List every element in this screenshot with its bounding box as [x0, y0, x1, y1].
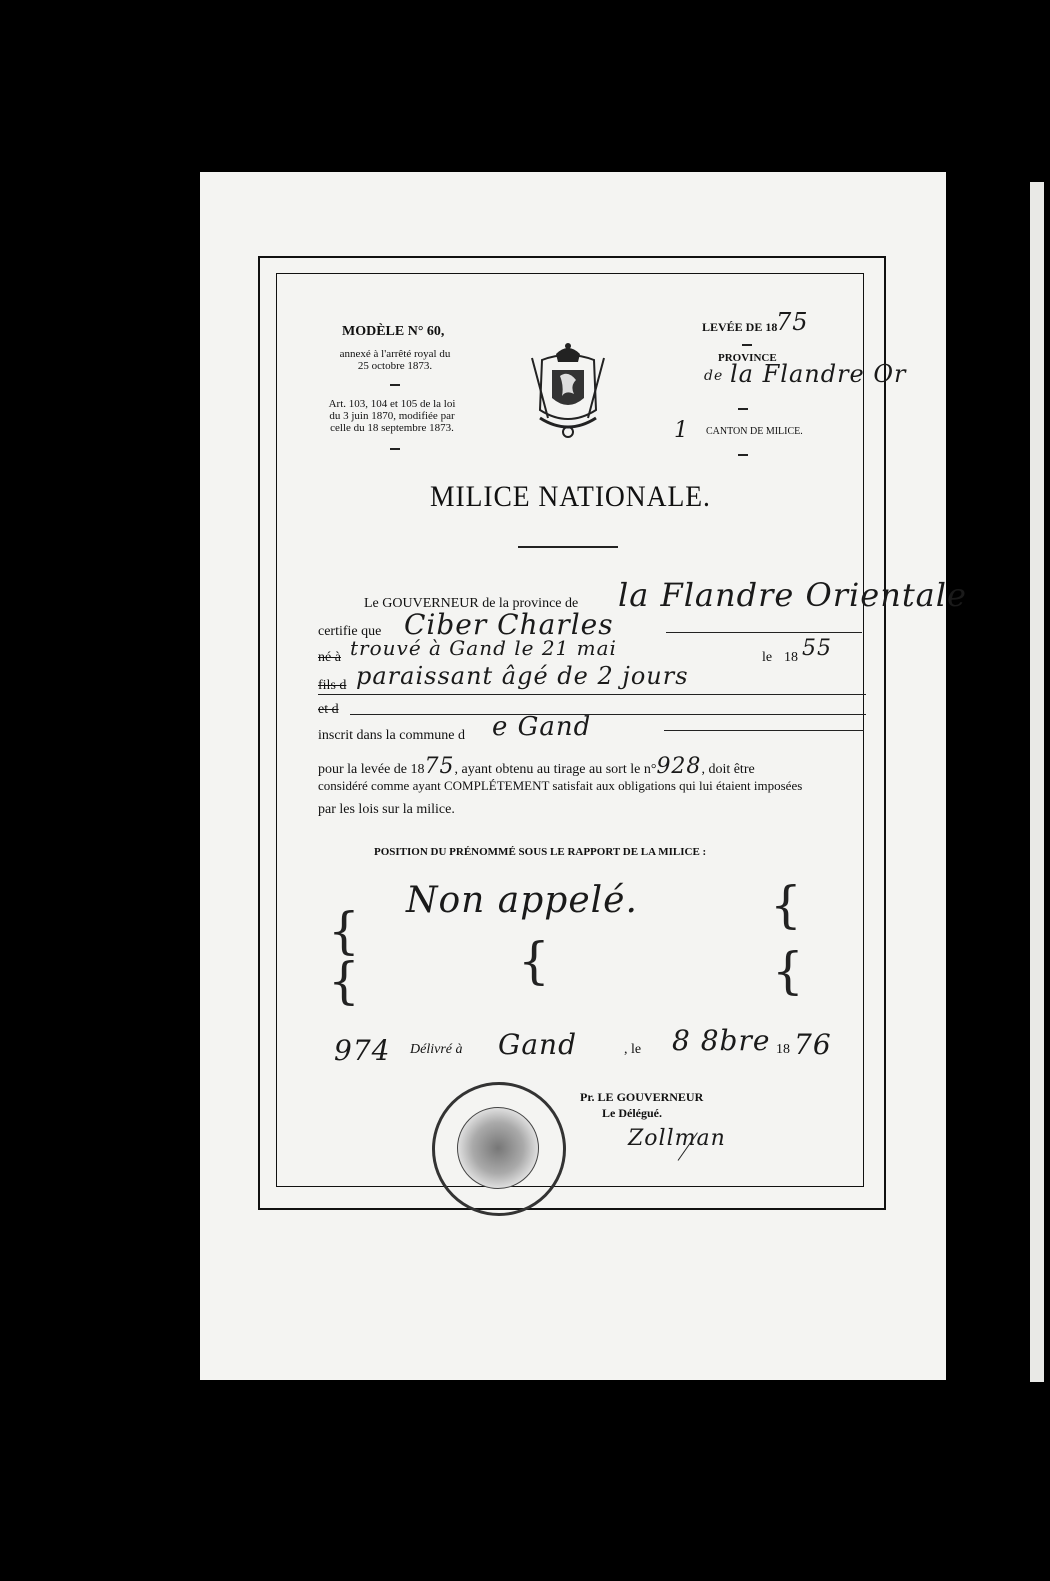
- middle-brace: {: [518, 932, 550, 990]
- header-right-dash1: [742, 344, 752, 346]
- right-brace-1: {: [770, 876, 802, 934]
- header-left-dash1: [390, 384, 400, 386]
- canton-number-hand: 1: [674, 418, 689, 443]
- register-number-hand: 974: [334, 1034, 391, 1067]
- right-brace-2: {: [772, 942, 804, 1000]
- levee-year-hand: 75: [776, 308, 809, 336]
- annex-line1: annexé à l'arrêté royal du: [339, 348, 451, 360]
- signature-line2: Le Délégué.: [602, 1106, 662, 1120]
- seal-emblem-icon: [457, 1107, 539, 1189]
- et-line: [350, 714, 866, 715]
- province-prefix: de: [704, 368, 724, 384]
- annex-line2: 25 octobre 1873.: [357, 360, 433, 372]
- articles-line1: Art. 103, 104 et 105 de la loi: [328, 398, 456, 410]
- name-line: [666, 632, 862, 633]
- commune-line: [664, 730, 864, 731]
- province-label: PROVINCE: [718, 352, 777, 364]
- et-label: et d: [318, 702, 339, 717]
- left-brace-2: {: [328, 952, 360, 1010]
- inscrit-label: inscrit dans la commune d: [318, 728, 465, 743]
- delivery-year-hand: 76: [794, 1028, 832, 1061]
- levee-text-2: , ayant obtenu au tirage au sort le n°: [454, 762, 657, 777]
- model-number: MODÈLE N° 60,: [342, 324, 445, 339]
- official-seal-stamp: [432, 1082, 566, 1216]
- ne-a-hand: trouvé à Gand le 21 mai: [350, 636, 617, 660]
- header-right-dash2: [738, 408, 748, 410]
- levee-year-body-hand: 75: [424, 754, 455, 779]
- gouverneur-text: Le GOUVERNEUR de la province de: [364, 596, 579, 611]
- canton-label: CANTON DE MILICE.: [706, 426, 803, 437]
- certifie-label: certifie que: [318, 624, 382, 639]
- signature-line1: Pr. LE GOUVERNEUR: [580, 1090, 704, 1104]
- levee-sentence: [318, 754, 755, 779]
- commune-hand: e Gand: [492, 712, 592, 742]
- signature-hand: Zollman: [628, 1126, 726, 1151]
- delivery-date-hand: 8 8bre: [672, 1024, 771, 1057]
- header-right-dash3: [738, 454, 748, 456]
- birth-year-hand: 55: [802, 636, 832, 661]
- adjacent-sheet-edge: [1030, 182, 1044, 1382]
- position-hand: Non appelé.: [406, 880, 638, 921]
- levee-label: LEVÉE DE 18: [702, 320, 778, 334]
- left-brace-1: {: [328, 902, 360, 960]
- levee-text-1: pour la levée de 18: [318, 762, 425, 777]
- header-left-dash2: [390, 448, 400, 450]
- le-label: le: [762, 650, 773, 665]
- fils-hand: paraissant âgé de 2 jours: [356, 662, 689, 690]
- articles-line2: du 3 juin 1870, modifiée par: [329, 410, 455, 422]
- position-heading: POSITION DU PRÉNOMMÉ SOUS LE RAPPORT DE LA MILICE :: [374, 846, 707, 858]
- province-hand: la Flandre Or: [730, 360, 907, 388]
- delivre-label: Délivré à: [410, 1042, 463, 1057]
- document-title: MILICE NATIONALE.: [430, 480, 711, 513]
- delivery-place-hand: Gand: [498, 1028, 578, 1061]
- delivery-le-label: , le: [624, 1042, 642, 1057]
- title-ornament: [518, 546, 618, 548]
- levee-text-3: , doit être: [701, 762, 755, 777]
- ne-a-label: né à: [318, 650, 341, 665]
- body-line3: par les lois sur la milice.: [318, 802, 455, 817]
- coat-of-arms-icon: [522, 340, 614, 440]
- name-hand: Ciber Charles: [404, 608, 614, 641]
- fils-label: fils d: [318, 678, 347, 693]
- body-line2: considéré comme ayant COMPLÉTEMENT satisfait aux obligations qui lui étaient imposées: [318, 778, 803, 793]
- delivery-year-prefix: 18: [776, 1042, 790, 1057]
- certificate-paper: [200, 172, 967, 1380]
- articles-line3: celle du 18 septembre 1873.: [330, 422, 454, 434]
- tirage-number-hand: 928: [656, 754, 702, 779]
- birth-year-prefix: 18: [784, 650, 798, 665]
- fils-line: [318, 694, 866, 695]
- province-full-hand: la Flandre Orientale: [618, 576, 967, 614]
